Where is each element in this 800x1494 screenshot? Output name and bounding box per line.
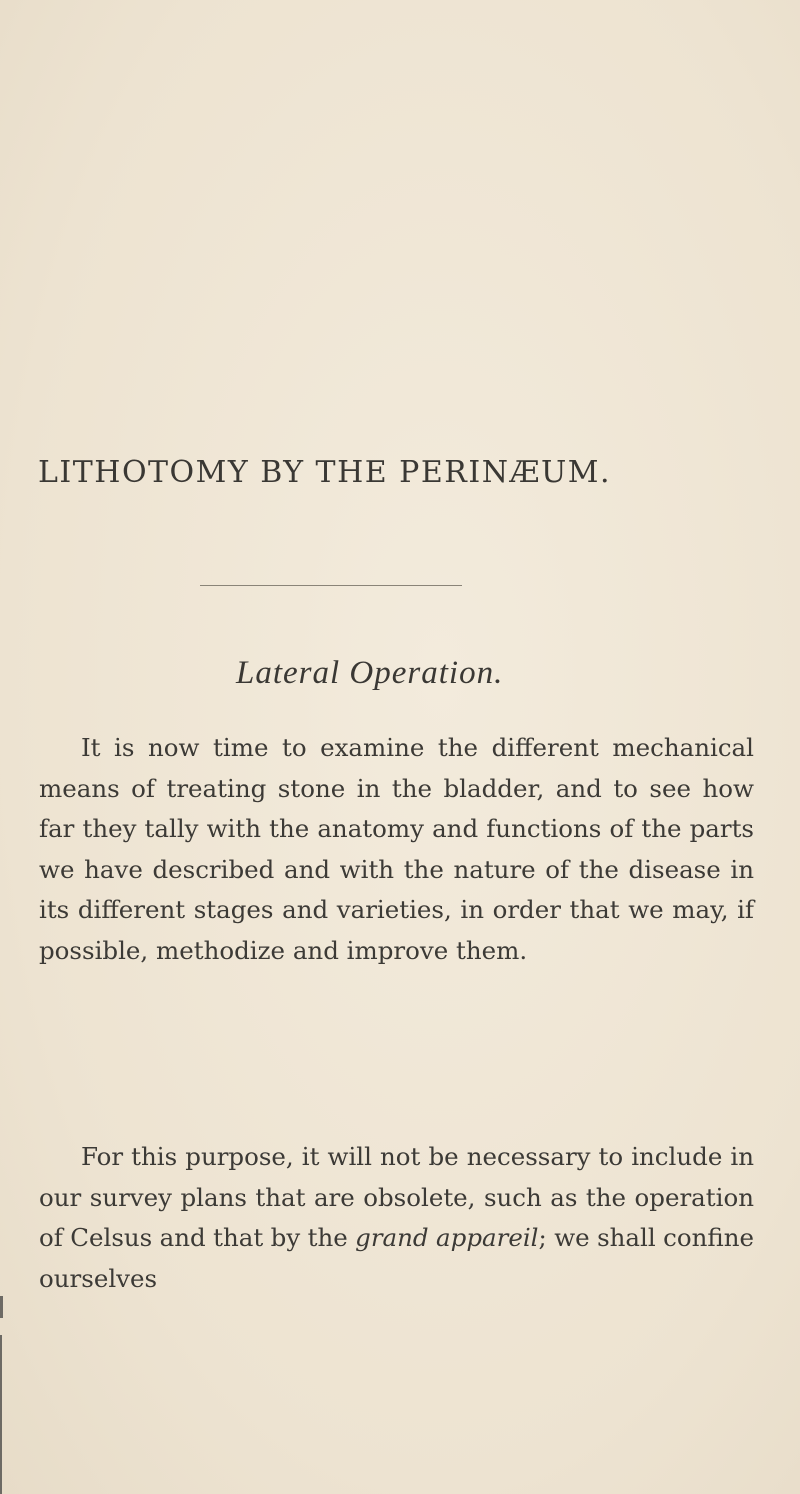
paragraph-2-italic: grand appareil xyxy=(355,1223,539,1252)
paragraph-1: It is now time to examine the different mechanical means of treating stone in the bladder, and to see how far they tally with the anatomy and functions of the parts we have described and with the nature of the disease in its different stages and varieties, in order that we may, if possible, methodize and improve them. xyxy=(39,733,754,965)
title-divider xyxy=(200,585,462,586)
paragraph-2-text: For this purpose, it will not be necessary to include in our survey plans that are obsolete, such as the operation of Celsus and that by the xyxy=(39,1142,754,1252)
chapter-title: LITHOTOMY BY THE PERINÆUM. xyxy=(38,455,612,490)
paragraph-2 xyxy=(39,1137,754,1299)
paragraph-2-text-end: ; we shall confine ourselves xyxy=(39,1223,755,1293)
section-subtitle: Lateral Operation. xyxy=(236,655,504,691)
page-edge-mark xyxy=(0,1296,3,1318)
page-edge-line xyxy=(0,1335,2,1494)
